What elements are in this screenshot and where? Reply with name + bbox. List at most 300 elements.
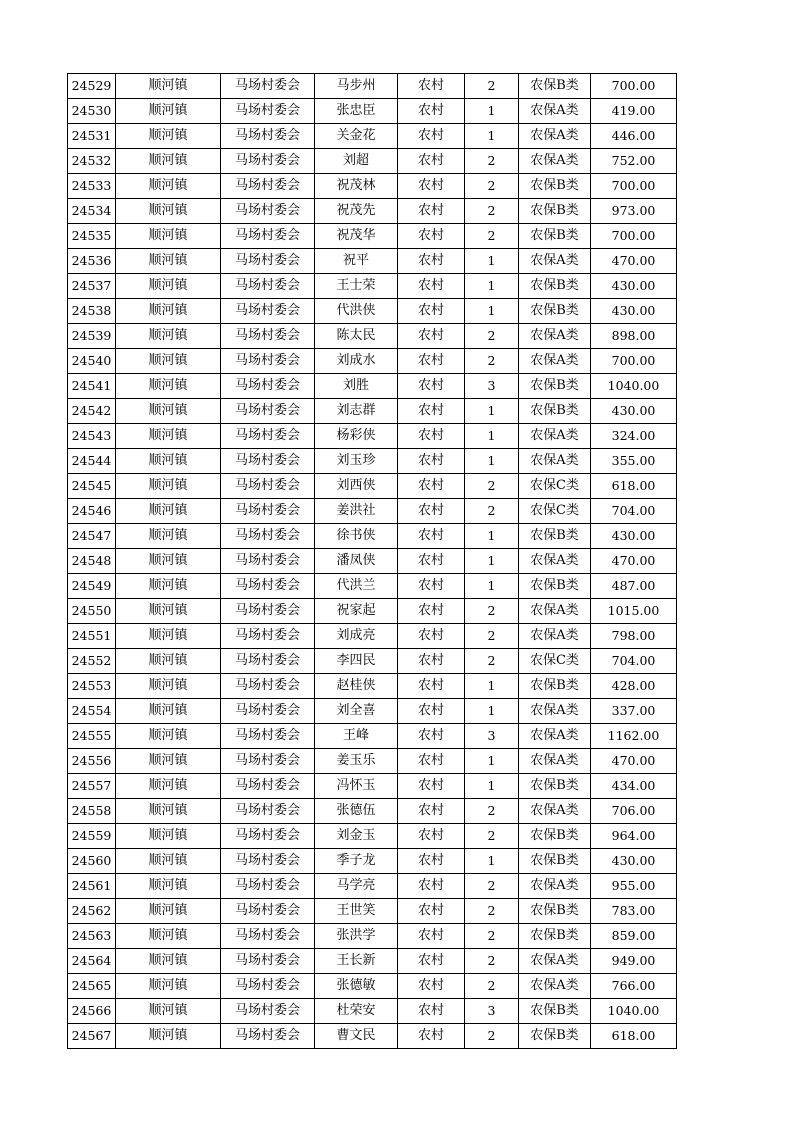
household-count-cell: 1 [465, 549, 519, 574]
household-count-cell: 1 [465, 574, 519, 599]
area-type-cell: 农村 [398, 849, 465, 874]
table-row [68, 249, 677, 274]
amount-cell: 700.00 [591, 224, 677, 249]
person-name-cell: 代洪兰 [315, 574, 398, 599]
insurance-category-cell: 农保B类 [519, 924, 591, 949]
village-committee-cell: 马场村委会 [221, 1024, 315, 1049]
area-type-cell: 农村 [398, 549, 465, 574]
person-name-cell: 王士荣 [315, 274, 398, 299]
insurance-category-cell: 农保B类 [519, 774, 591, 799]
insurance-category-cell: 农保A类 [519, 549, 591, 574]
amount-cell: 973.00 [591, 199, 677, 224]
table-row [68, 274, 677, 299]
village-committee-cell: 马场村委会 [221, 724, 315, 749]
town-cell: 顺河镇 [116, 74, 221, 99]
town-cell: 顺河镇 [116, 774, 221, 799]
area-type-cell: 农村 [398, 274, 465, 299]
person-name-cell: 杨彩侠 [315, 424, 398, 449]
household-count-cell: 2 [465, 949, 519, 974]
area-type-cell: 农村 [398, 624, 465, 649]
insurance-category-cell: 农保B类 [519, 849, 591, 874]
amount-cell: 752.00 [591, 149, 677, 174]
record-id-cell: 24532 [68, 149, 116, 174]
area-type-cell: 农村 [398, 949, 465, 974]
insurance-category-cell: 农保A类 [519, 749, 591, 774]
insurance-category-cell: 农保B类 [519, 999, 591, 1024]
table-row [68, 649, 677, 674]
town-cell: 顺河镇 [116, 549, 221, 574]
amount-cell: 704.00 [591, 649, 677, 674]
amount-cell: 1040.00 [591, 999, 677, 1024]
village-committee-cell: 马场村委会 [221, 899, 315, 924]
record-id-cell: 24566 [68, 999, 116, 1024]
record-id-cell: 24561 [68, 874, 116, 899]
record-id-cell: 24537 [68, 274, 116, 299]
person-name-cell: 姜洪社 [315, 499, 398, 524]
person-name-cell: 张德伍 [315, 799, 398, 824]
person-name-cell: 祝茂华 [315, 224, 398, 249]
household-count-cell: 1 [465, 849, 519, 874]
person-name-cell: 王峰 [315, 724, 398, 749]
person-name-cell: 冯怀玉 [315, 774, 398, 799]
person-name-cell: 刘胜 [315, 374, 398, 399]
village-committee-cell: 马场村委会 [221, 824, 315, 849]
insurance-category-cell: 农保B类 [519, 174, 591, 199]
record-id-cell: 24552 [68, 649, 116, 674]
amount-cell: 430.00 [591, 399, 677, 424]
table-row [68, 774, 677, 799]
person-name-cell: 张德敏 [315, 974, 398, 999]
person-name-cell: 季子龙 [315, 849, 398, 874]
table-row [68, 149, 677, 174]
village-committee-cell: 马场村委会 [221, 424, 315, 449]
town-cell: 顺河镇 [116, 624, 221, 649]
village-committee-cell: 马场村委会 [221, 549, 315, 574]
amount-cell: 798.00 [591, 624, 677, 649]
insurance-category-cell: 农保A类 [519, 799, 591, 824]
household-count-cell: 1 [465, 449, 519, 474]
area-type-cell: 农村 [398, 99, 465, 124]
town-cell: 顺河镇 [116, 849, 221, 874]
household-count-cell: 2 [465, 199, 519, 224]
record-id-cell: 24560 [68, 849, 116, 874]
household-count-cell: 1 [465, 774, 519, 799]
person-name-cell: 姜玉乐 [315, 749, 398, 774]
amount-cell: 618.00 [591, 1024, 677, 1049]
record-id-cell: 24557 [68, 774, 116, 799]
household-count-cell: 1 [465, 674, 519, 699]
area-type-cell: 农村 [398, 924, 465, 949]
area-type-cell: 农村 [398, 124, 465, 149]
record-id-cell: 24554 [68, 699, 116, 724]
amount-cell: 446.00 [591, 124, 677, 149]
area-type-cell: 农村 [398, 1024, 465, 1049]
person-name-cell: 徐书侠 [315, 524, 398, 549]
household-count-cell: 2 [465, 799, 519, 824]
record-id-cell: 24559 [68, 824, 116, 849]
table-row [68, 674, 677, 699]
record-id-cell: 24549 [68, 574, 116, 599]
table-row [68, 174, 677, 199]
household-count-cell: 2 [465, 499, 519, 524]
table-row [68, 324, 677, 349]
person-name-cell: 祝家起 [315, 599, 398, 624]
village-committee-cell: 马场村委会 [221, 974, 315, 999]
person-name-cell: 刘成亮 [315, 624, 398, 649]
town-cell: 顺河镇 [116, 949, 221, 974]
area-type-cell: 农村 [398, 524, 465, 549]
amount-cell: 470.00 [591, 749, 677, 774]
person-name-cell: 祝平 [315, 249, 398, 274]
household-count-cell: 1 [465, 274, 519, 299]
household-count-cell: 2 [465, 349, 519, 374]
area-type-cell: 农村 [398, 499, 465, 524]
amount-cell: 430.00 [591, 274, 677, 299]
insurance-category-cell: 农保C类 [519, 499, 591, 524]
record-id-cell: 24534 [68, 199, 116, 224]
insurance-category-cell: 农保C类 [519, 649, 591, 674]
area-type-cell: 农村 [398, 774, 465, 799]
record-id-cell: 24551 [68, 624, 116, 649]
amount-cell: 955.00 [591, 874, 677, 899]
table-row [68, 699, 677, 724]
record-id-cell: 24567 [68, 1024, 116, 1049]
area-type-cell: 农村 [398, 999, 465, 1024]
village-committee-cell: 马场村委会 [221, 699, 315, 724]
village-committee-cell: 马场村委会 [221, 924, 315, 949]
town-cell: 顺河镇 [116, 424, 221, 449]
village-committee-cell: 马场村委会 [221, 74, 315, 99]
record-id-cell: 24541 [68, 374, 116, 399]
village-committee-cell: 马场村委会 [221, 624, 315, 649]
insurance-category-cell: 农保B类 [519, 374, 591, 399]
table-row [68, 524, 677, 549]
insurance-category-cell: 农保A类 [519, 424, 591, 449]
area-type-cell: 农村 [398, 574, 465, 599]
town-cell: 顺河镇 [116, 799, 221, 824]
amount-cell: 430.00 [591, 849, 677, 874]
person-name-cell: 刘玉珍 [315, 449, 398, 474]
insurance-category-cell: 农保A类 [519, 599, 591, 624]
town-cell: 顺河镇 [116, 399, 221, 424]
table-row [68, 499, 677, 524]
amount-cell: 419.00 [591, 99, 677, 124]
person-name-cell: 刘成水 [315, 349, 398, 374]
household-count-cell: 2 [465, 474, 519, 499]
record-id-cell: 24556 [68, 749, 116, 774]
person-name-cell: 马步州 [315, 74, 398, 99]
area-type-cell: 农村 [398, 449, 465, 474]
insurance-category-cell: 农保B类 [519, 399, 591, 424]
amount-cell: 1040.00 [591, 374, 677, 399]
person-name-cell: 刘全喜 [315, 699, 398, 724]
town-cell: 顺河镇 [116, 724, 221, 749]
area-type-cell: 农村 [398, 699, 465, 724]
person-name-cell: 曹文民 [315, 1024, 398, 1049]
table-row [68, 549, 677, 574]
town-cell: 顺河镇 [116, 649, 221, 674]
amount-cell: 700.00 [591, 74, 677, 99]
record-id-cell: 24545 [68, 474, 116, 499]
table-row [68, 924, 677, 949]
person-name-cell: 张忠臣 [315, 99, 398, 124]
village-committee-cell: 马场村委会 [221, 474, 315, 499]
table-body [68, 74, 677, 1049]
area-type-cell: 农村 [398, 749, 465, 774]
insurance-category-cell: 农保A类 [519, 99, 591, 124]
amount-cell: 1015.00 [591, 599, 677, 624]
village-committee-cell: 马场村委会 [221, 949, 315, 974]
amount-cell: 700.00 [591, 174, 677, 199]
village-committee-cell: 马场村委会 [221, 124, 315, 149]
area-type-cell: 农村 [398, 824, 465, 849]
table-row [68, 124, 677, 149]
record-id-cell: 24535 [68, 224, 116, 249]
town-cell: 顺河镇 [116, 749, 221, 774]
insurance-category-cell: 农保A类 [519, 124, 591, 149]
record-id-cell: 24550 [68, 599, 116, 624]
record-id-cell: 24529 [68, 74, 116, 99]
village-committee-cell: 马场村委会 [221, 999, 315, 1024]
table-row [68, 724, 677, 749]
area-type-cell: 农村 [398, 399, 465, 424]
household-count-cell: 2 [465, 974, 519, 999]
table-row [68, 849, 677, 874]
table-row [68, 474, 677, 499]
record-id-cell: 24539 [68, 324, 116, 349]
amount-cell: 1162.00 [591, 724, 677, 749]
amount-cell: 324.00 [591, 424, 677, 449]
town-cell: 顺河镇 [116, 449, 221, 474]
record-id-cell: 24548 [68, 549, 116, 574]
town-cell: 顺河镇 [116, 349, 221, 374]
area-type-cell: 农村 [398, 374, 465, 399]
town-cell: 顺河镇 [116, 574, 221, 599]
amount-cell: 470.00 [591, 249, 677, 274]
table-row [68, 624, 677, 649]
table-row [68, 574, 677, 599]
town-cell: 顺河镇 [116, 149, 221, 174]
area-type-cell: 农村 [398, 799, 465, 824]
town-cell: 顺河镇 [116, 199, 221, 224]
record-id-cell: 24536 [68, 249, 116, 274]
person-name-cell: 杜荣安 [315, 999, 398, 1024]
area-type-cell: 农村 [398, 474, 465, 499]
amount-cell: 706.00 [591, 799, 677, 824]
person-name-cell: 王世笑 [315, 899, 398, 924]
area-type-cell: 农村 [398, 174, 465, 199]
village-committee-cell: 马场村委会 [221, 199, 315, 224]
table-row [68, 599, 677, 624]
household-count-cell: 2 [465, 824, 519, 849]
area-type-cell: 农村 [398, 724, 465, 749]
record-id-cell: 24563 [68, 924, 116, 949]
area-type-cell: 农村 [398, 324, 465, 349]
record-id-cell: 24544 [68, 449, 116, 474]
village-committee-cell: 马场村委会 [221, 649, 315, 674]
amount-cell: 428.00 [591, 674, 677, 699]
village-committee-cell: 马场村委会 [221, 774, 315, 799]
household-count-cell: 2 [465, 649, 519, 674]
town-cell: 顺河镇 [116, 124, 221, 149]
amount-cell: 700.00 [591, 349, 677, 374]
village-committee-cell: 马场村委会 [221, 849, 315, 874]
household-count-cell: 2 [465, 74, 519, 99]
person-name-cell: 赵桂侠 [315, 674, 398, 699]
table-row [68, 824, 677, 849]
person-name-cell: 刘超 [315, 149, 398, 174]
village-committee-cell: 马场村委会 [221, 149, 315, 174]
insurance-category-cell: 农保B类 [519, 1024, 591, 1049]
village-committee-cell: 马场村委会 [221, 374, 315, 399]
record-id-cell: 24542 [68, 399, 116, 424]
area-type-cell: 农村 [398, 299, 465, 324]
amount-cell: 470.00 [591, 549, 677, 574]
town-cell: 顺河镇 [116, 324, 221, 349]
insurance-category-cell: 农保A类 [519, 974, 591, 999]
village-committee-cell: 马场村委会 [221, 574, 315, 599]
record-id-cell: 24546 [68, 499, 116, 524]
village-committee-cell: 马场村委会 [221, 99, 315, 124]
insurance-category-cell: 农保B类 [519, 824, 591, 849]
town-cell: 顺河镇 [116, 474, 221, 499]
table-row [68, 199, 677, 224]
amount-cell: 704.00 [591, 499, 677, 524]
insurance-category-cell: 农保B类 [519, 524, 591, 549]
record-id-cell: 24538 [68, 299, 116, 324]
town-cell: 顺河镇 [116, 299, 221, 324]
insurance-category-cell: 农保B类 [519, 74, 591, 99]
insurance-category-cell: 农保B类 [519, 674, 591, 699]
person-name-cell: 祝茂林 [315, 174, 398, 199]
household-count-cell: 2 [465, 899, 519, 924]
table-row [68, 99, 677, 124]
town-cell: 顺河镇 [116, 599, 221, 624]
area-type-cell: 农村 [398, 974, 465, 999]
household-count-cell: 1 [465, 749, 519, 774]
household-count-cell: 2 [465, 924, 519, 949]
village-committee-cell: 马场村委会 [221, 799, 315, 824]
record-id-cell: 24558 [68, 799, 116, 824]
household-count-cell: 1 [465, 249, 519, 274]
town-cell: 顺河镇 [116, 224, 221, 249]
record-id-cell: 24564 [68, 949, 116, 974]
table-row [68, 224, 677, 249]
person-name-cell: 代洪侠 [315, 299, 398, 324]
town-cell: 顺河镇 [116, 499, 221, 524]
insurance-category-cell: 农保A类 [519, 949, 591, 974]
record-id-cell: 24547 [68, 524, 116, 549]
record-id-cell: 24533 [68, 174, 116, 199]
table-row [68, 999, 677, 1024]
person-name-cell: 李四民 [315, 649, 398, 674]
record-id-cell: 24531 [68, 124, 116, 149]
village-committee-cell: 马场村委会 [221, 499, 315, 524]
amount-cell: 964.00 [591, 824, 677, 849]
record-id-cell: 24555 [68, 724, 116, 749]
household-count-cell: 1 [465, 399, 519, 424]
table-row [68, 974, 677, 999]
area-type-cell: 农村 [398, 649, 465, 674]
person-name-cell: 刘志群 [315, 399, 398, 424]
table-row [68, 349, 677, 374]
table-row [68, 799, 677, 824]
town-cell: 顺河镇 [116, 924, 221, 949]
household-count-cell: 3 [465, 999, 519, 1024]
area-type-cell: 农村 [398, 224, 465, 249]
household-count-cell: 3 [465, 374, 519, 399]
town-cell: 顺河镇 [116, 674, 221, 699]
household-count-cell: 2 [465, 149, 519, 174]
village-committee-cell: 马场村委会 [221, 299, 315, 324]
insurance-category-cell: 农保A类 [519, 874, 591, 899]
insurance-category-cell: 农保B类 [519, 899, 591, 924]
village-committee-cell: 马场村委会 [221, 174, 315, 199]
village-committee-cell: 马场村委会 [221, 874, 315, 899]
record-id-cell: 24562 [68, 899, 116, 924]
area-type-cell: 农村 [398, 599, 465, 624]
town-cell: 顺河镇 [116, 374, 221, 399]
amount-cell: 859.00 [591, 924, 677, 949]
town-cell: 顺河镇 [116, 874, 221, 899]
insurance-category-cell: 农保B类 [519, 274, 591, 299]
record-id-cell: 24553 [68, 674, 116, 699]
record-id-cell: 24565 [68, 974, 116, 999]
area-type-cell: 农村 [398, 424, 465, 449]
town-cell: 顺河镇 [116, 699, 221, 724]
town-cell: 顺河镇 [116, 999, 221, 1024]
household-count-cell: 2 [465, 1024, 519, 1049]
village-committee-cell: 马场村委会 [221, 349, 315, 374]
person-name-cell: 王长新 [315, 949, 398, 974]
person-name-cell: 张洪学 [315, 924, 398, 949]
town-cell: 顺河镇 [116, 824, 221, 849]
insurance-category-cell: 农保A类 [519, 724, 591, 749]
amount-cell: 434.00 [591, 774, 677, 799]
village-committee-cell: 马场村委会 [221, 399, 315, 424]
table-row [68, 1024, 677, 1049]
beneficiary-table [67, 73, 677, 1049]
record-id-cell: 24530 [68, 99, 116, 124]
village-committee-cell: 马场村委会 [221, 324, 315, 349]
household-count-cell: 2 [465, 599, 519, 624]
insurance-category-cell: 农保A类 [519, 149, 591, 174]
table-row [68, 949, 677, 974]
amount-cell: 618.00 [591, 474, 677, 499]
table-row [68, 299, 677, 324]
insurance-category-cell: 农保C类 [519, 474, 591, 499]
table-row [68, 74, 677, 99]
person-name-cell: 刘金玉 [315, 824, 398, 849]
household-count-cell: 1 [465, 124, 519, 149]
area-type-cell: 农村 [398, 249, 465, 274]
table-row [68, 874, 677, 899]
village-committee-cell: 马场村委会 [221, 274, 315, 299]
insurance-category-cell: 农保A类 [519, 249, 591, 274]
table-row [68, 899, 677, 924]
amount-cell: 355.00 [591, 449, 677, 474]
household-count-cell: 2 [465, 224, 519, 249]
amount-cell: 766.00 [591, 974, 677, 999]
household-count-cell: 2 [465, 874, 519, 899]
household-count-cell: 1 [465, 99, 519, 124]
village-committee-cell: 马场村委会 [221, 224, 315, 249]
insurance-category-cell: 农保A类 [519, 349, 591, 374]
amount-cell: 898.00 [591, 324, 677, 349]
area-type-cell: 农村 [398, 199, 465, 224]
town-cell: 顺河镇 [116, 899, 221, 924]
person-name-cell: 马学亮 [315, 874, 398, 899]
